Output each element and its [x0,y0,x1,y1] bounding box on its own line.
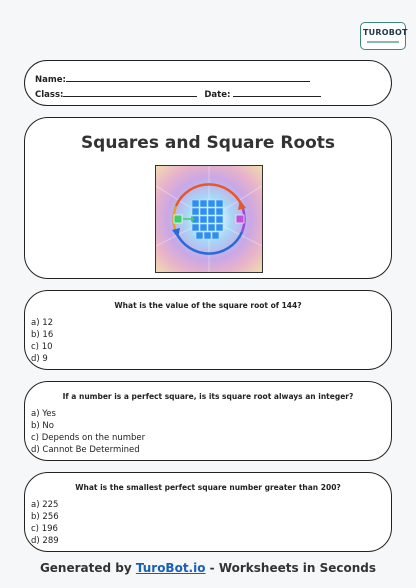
option-d[interactable]: d) 289 [31,536,59,546]
question-card-2 [24,381,392,461]
name-label: Name: [35,75,66,85]
answer-options [31,408,145,456]
footer-suffix: - Worksheets in Seconds [205,561,377,575]
option-c[interactable]: c) 196 [31,524,58,534]
class-label: Class: [35,90,64,100]
option-b[interactable]: b) 256 [31,512,59,522]
title-card [24,117,392,279]
class-line[interactable] [63,88,197,97]
option-d[interactable]: d) Cannot Be Determined [31,445,140,455]
logo-text: TUROBOT [363,28,408,37]
option-c[interactable]: c) 10 [31,342,53,352]
option-d[interactable]: d) 9 [31,354,48,364]
student-info-card [24,60,392,106]
square-grid-illustration-icon [155,165,263,273]
option-a[interactable]: a) Yes [31,409,56,419]
option-b[interactable]: b) 16 [31,330,54,340]
question-text: What is the value of the square root of 144? [114,301,302,310]
turobot-link[interactable]: TuroBot.io [135,561,206,575]
option-a[interactable]: a) 12 [31,318,54,328]
option-c[interactable]: c) Depends on the number [31,433,146,443]
date-label: Date: [204,90,231,100]
date-line[interactable] [233,88,321,97]
square-grid-svg [156,166,262,272]
name-line[interactable] [66,73,310,82]
answer-options [31,317,53,365]
class-date-row [35,88,321,100]
footer-prefix: Generated by [39,561,136,575]
logo-underline [367,41,399,43]
question-card-3 [24,472,392,552]
worksheet-title: Squares and Square Roots [80,133,336,153]
question-text: What is the smallest perfect square number greater than 200? [75,483,341,492]
question-card-1 [24,290,392,370]
question-text: If a number is a perfect square, is its square root always an integer? [62,392,354,401]
option-b[interactable]: b) No [31,421,54,431]
turobot-logo [360,22,406,50]
option-a[interactable]: a) 225 [31,500,59,510]
footer [0,561,416,575]
name-row [35,73,310,85]
answer-options [31,499,59,547]
